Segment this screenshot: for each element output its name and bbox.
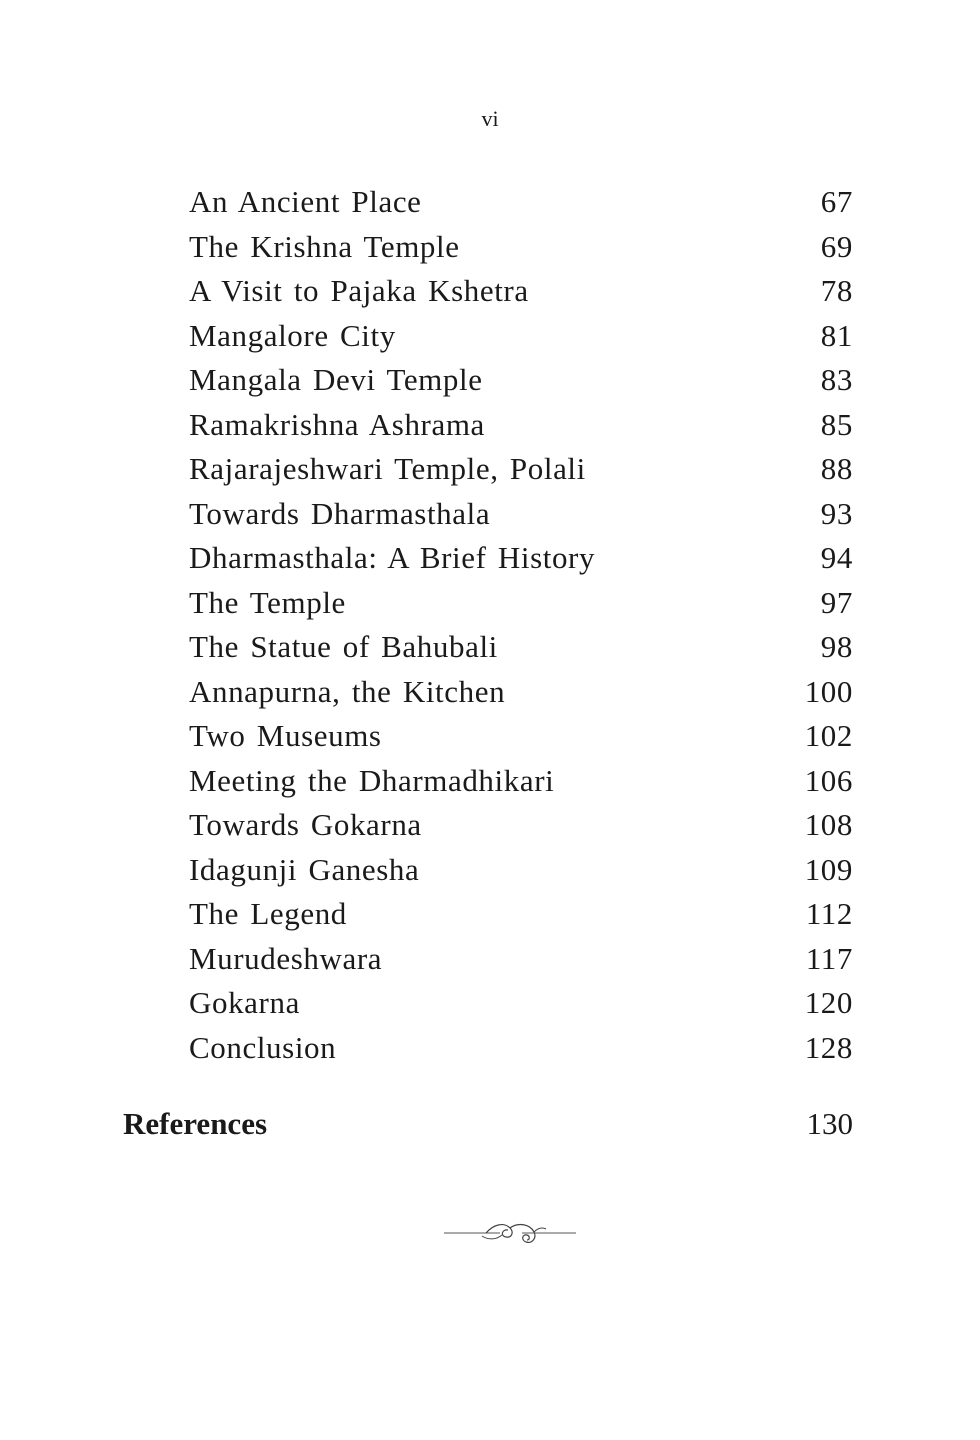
toc-entry: [189, 225, 853, 270]
toc-entry: [189, 536, 853, 581]
toc-entry-page: 93: [820, 495, 853, 531]
toc-entry-title: Towards Dharmasthala: [189, 495, 491, 531]
toc-entry-title: The Krishna Temple: [189, 228, 460, 264]
toc-entry: [189, 358, 853, 403]
toc-entry: [189, 714, 853, 759]
flourish-divider-icon: [442, 1216, 578, 1248]
toc-entry: [189, 759, 853, 804]
toc-entry: [189, 937, 853, 982]
toc-entry-title: Rajarajeshwari Temple, Polali: [189, 451, 586, 486]
toc-entry-page: 120: [804, 985, 853, 1020]
toc-entry-page: 98: [820, 629, 853, 664]
references-title: References: [123, 1106, 268, 1141]
table-of-contents: [189, 180, 853, 1070]
toc-entry: [189, 269, 853, 314]
toc-entry-title: A Visit to Pajaka Kshetra: [189, 273, 529, 308]
toc-entry-title: The Statue of Bahubali: [189, 629, 498, 664]
toc-entry-page: 69: [820, 228, 853, 264]
toc-entry: [189, 670, 853, 715]
toc-entry: [189, 803, 853, 848]
references-entry: [123, 1102, 853, 1146]
toc-entry-page: 94: [820, 540, 853, 575]
toc-entry-page: 88: [820, 451, 853, 486]
toc-entry-page: 108: [804, 807, 853, 842]
toc-entry-title: Conclusion: [189, 1029, 337, 1065]
toc-entry-title: Towards Gokarna: [189, 807, 422, 842]
toc-entry: [189, 581, 853, 626]
page-number: vi: [481, 106, 499, 131]
toc-entry-page: 97: [820, 584, 853, 620]
toc-entry-title: The Legend: [189, 896, 347, 931]
toc-entry-title: Ramakrishna Ashrama: [189, 406, 485, 442]
toc-entry-title: Annapurna, the Kitchen: [189, 673, 506, 709]
toc-entry-page: 100: [804, 673, 853, 709]
toc-entry-page: 117: [805, 940, 853, 976]
toc-entry-title: Mangalore City: [189, 317, 396, 353]
toc-entry: [189, 492, 853, 537]
toc-entry-title: Mangala Devi Temple: [189, 362, 483, 397]
toc-entry-title: Meeting the Dharmadhikari: [189, 762, 555, 798]
toc-entry: [189, 981, 853, 1026]
references-page: 130: [806, 1106, 853, 1141]
toc-entry-page: 109: [804, 851, 853, 887]
toc-entry-title: Dharmasthala: A Brief History: [189, 540, 596, 575]
toc-entry: [189, 625, 853, 670]
toc-entry-title: Idagunji Ganesha: [189, 851, 420, 887]
toc-entry-page: 128: [804, 1029, 853, 1065]
toc-entry: [189, 892, 853, 937]
toc-entry-page: 81: [820, 317, 853, 353]
toc-entry-title: Gokarna: [189, 985, 300, 1020]
toc-entry: [189, 403, 853, 448]
toc-entry-title: Murudeshwara: [189, 940, 383, 976]
toc-entry-title: The Temple: [189, 584, 346, 620]
toc-entry-page: 112: [805, 896, 853, 931]
toc-entry-page: 67: [820, 184, 853, 219]
toc-entry-page: 78: [820, 273, 853, 308]
toc-entry-page: 83: [820, 362, 853, 397]
toc-entry-page: 102: [804, 718, 853, 753]
toc-entry: [189, 314, 853, 359]
toc-entry-title: Two Museums: [189, 718, 382, 753]
toc-entry-page: 85: [820, 406, 853, 442]
toc-entry: [189, 848, 853, 893]
toc-entry-title: An Ancient Place: [189, 184, 422, 219]
toc-entry-page: 106: [804, 762, 853, 798]
toc-entry: [189, 180, 853, 225]
toc-entry: [189, 447, 853, 492]
toc-entry: [189, 1026, 853, 1071]
